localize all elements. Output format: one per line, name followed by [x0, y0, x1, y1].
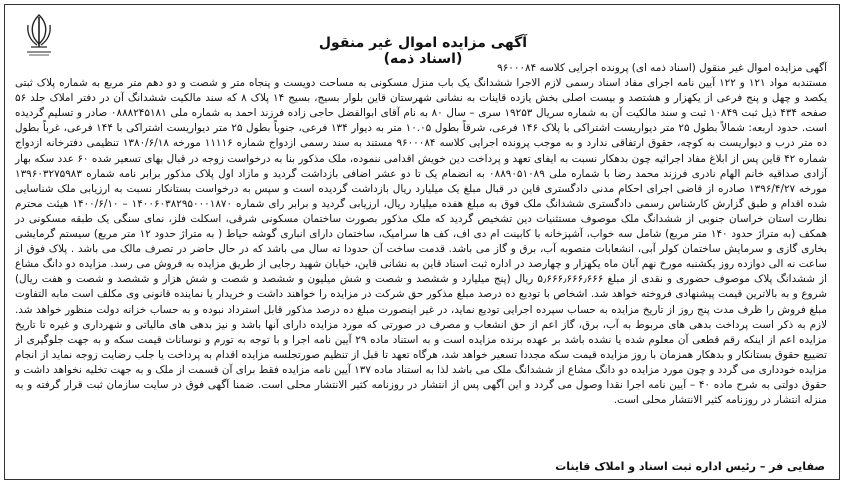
notice-title: آگهی مزایده اموال غیر منقول (اسناد ذمه)	[318, 35, 528, 67]
notice-intro: آگهی مزایده اموال غیر منقول (اسناد ذمه ای) پرونده اجرایی کلاسه ۹۶۰۰۰۸۴	[497, 62, 827, 74]
auction-notice	[4, 4, 840, 480]
notice-paragraph: مستندبه مواد ۱۲۱ و ۱۲۲ آیین نامه اجرای مفاد اسناد رسمی لازم الاجرا ششدانگ یک باب منزل مسکونی به مساحت دویست و پنجاه متر و شصت و دو دهم متر مربع به شماره پلاک ثبتی یکصد و چهل و پنج فرعی از یکهزار و هشتصد و بیست اصلی بخش یازده قاینات به نشانی شهرستان قاین بلوار بسیج، بسیج ۱۴ پلاک ۸ که سند مالکیت ششدانگ آن در دفتر املاک جلد ۵۶ صفحه ۴۳۴ ذیل ثبت ۱۰۸۴۹ ثبت و سند مالکیت آن به شماره سریال ۱۹۲۵۳ سری – سال ۸۰ به نام آقای ابوالفضل حاجی زاده فرزند احمد به شماره ملی ۰۸۸۸۲۴۵۱۸۱ صادر و تسلیم گردیده است. حدود اربعه: شمالاً بطول ۲۵ متر دیواریست اشتراکی با پلاک ۱۴۶ فرعی، شرقاً بطول ۱۰.۰۵ متر به دیوار ۱۳۴ فرعی، جنوباً بطول ۲۵ متر دیواریست اشتراکی با ۱۴۴ فرعی، غرباً بطول ده متر درب و دیواریست به کوچه، حقوق ارتفاقی ندارد و به موجب پرونده اجرایی کلاسه ۹۶۰۰۰۸۴ مستند به سند رسمی ازدواج شماره ۱۱۱۱۶ مورخه ۱۳۸۰/۶/۱۸ تنظیمی دفترخانه ازدواج شماره ۴۲ قاین پس از ابلاغ مفاد اجرائیه چون بدهکار نسبت به ایفای تعهد و پرداخت دین خویش اقدامی ننموده، ملک مذکور بنا به درخواست زوجه در قبال بهای تسعیر شده ۶۰ عدد سکه بهار آزادی صداقیه خانم الهام نادری فرزند محمد رضا با شماره ملی ۰۸۸۹۰۵۱۰۸۹ به انضمام یک تا دو عشر اضافی بازداشت گردید و مازاد اول پلاک مذکور برابر نامه شماره ۱۳۹۶۰۳۲۷۵۹۸۳ مورخه ۱۳۹۶/۴/۲۷ صادره از قاضی اجرای احکام مدنی دادگستری قاین در قبال مبلغ یک میلیارد ریال بازداشت گردیده است و سپس به درخواست بستانکار نسبت به ارزیابی ملک شناسایی شده اقدام و طبق گزارش کارشناس رسمی دادگستری ششدانگ ملک فوق به مبلغ هفده میلیارد ریال، ارزیابی گردید و برابر رای شماره ۱۴۰۰۶۰۳۸۲۹۵۰۰۰۱۸۷۰ – ۱۴۰۰/۶/۱۰ هیئت محترم نظارت استان خراسان جنوبی از ششدانگ ملک موصوف مستثنیات دین تشخیص گردید که ملک مذکور بصورت ساختمان مسکونی شرقی، اسکلت فلز، نمای سنگی یک طبقه مسکونی در همکف (به متراژ حدود ۱۴۰ متر مربع) شامل سه خواب، آشپزخانه با کابینت ام دی اف، کف ها سرامیک، ساختمان دارای انباری گوشه حیاط ( به متراژ حدود ۱۲ متر مربع) سیستم گرمایشی بخاری گازی و سرمایش ساختمان کولر آبی، انشعابات منصوبه آب، برق و گاز می باشد. قدمت ساخت آن حدودا ته سال می باشد که در حال حاضر در تصرف مالک می باشد . پلاک فوق از ساعت نه الی دوازده روز یکشنبه مورخ نهم آبان ماه یکهزار و چهارصد در اداره ثبت اسناد قاین به نشانی قاین، خیابان شهید رجایی از طریق مزایده به فروش می رسد. مزایده دو دانگ مشاع از ششدانگ پلاک موصوف حضوری و نقدی از مبلغ ۵٫۶۶۶٫۶۶۶٫۶۶۶ ریال (پنج میلیارد و ششصد و شصت و شش میلیون و ششصد و شصت و شش هزار و ششصد و شصت و هفت ریال) شروع و به بالاترین قیمت پیشنهادی فروخته خواهد شد. اشخاص با تودیع ده درصد مبلغ مذکور حق شرکت در مزایده را خواهند داشت و خریدار یا نماینده قانونی وی مکلف است مابه التفاوت مبلغ فروش را ظرف مدت پنج روز از تاریخ مزایده به حساب سپرده اجرایی تودیع نماید، در غیر اینصورت مبلغ ده درصد مذکور قابل استرداد نبوده و به حساب خزانه دولت منظور خواهد شد. لازم به ذکر است پرداخت بدهی های مربوط به آب، برق، گاز اعم از حق انشعاب و مصرف در صورتی که مورد مزایده دارای آنها باشد و نیز بدهی های مالیاتی و شهرداری و غیره تا تاریخ مزایده اعم از اینکه رقم قطعی آن معلوم شده یا نشده باشد بر عهده برنده مزایده است و به استناد ماده ۲۹ آیین نامه اجرا و با توجه به تورم و نوسانات قیمت سکه و به جهت جلوگیری از تضییع حقوق بستانکار و بدهکار همزمان با روز مزایده قیمت سکه مجددا تسعیر خواهد شد، هرگاه تعهد تا قبل از تنظیم صورتجلسه مزایده اقدام به پرداخت یا جلب رضایت زوجه نماید از انجام مزایده خودداری می گردد و چون مورد مزایده دو دانگ مشاع از ششدانگ ملک می باشد لذا به استناد ماده ۱۳۷ آیین نامه مزایده فقط برای آن قسمت از ملک و به جهت تخلیه نخواهد داشت و حقوق دولتی به شرح ماده ۴۰ – آیین نامه اجرا نقدا وصول می گردد و این آگهی پس از انتشار در روزنامه کثیر الانتشار محلی است. ضمنا آگهی فوق در سایت سازمان ثبت قرار گرفته و به منزله انتشار در روزنامه کثیر الانتشار محلی است.	[15, 77, 828, 407]
iran-emblem-icon-graphic	[19, 11, 59, 57]
notice-signature: صفایی فر – رئیس اداره ثبت اسناد و املاک قاینات	[555, 460, 825, 473]
iran-emblem-icon	[19, 11, 59, 57]
notice-body	[15, 61, 827, 408]
